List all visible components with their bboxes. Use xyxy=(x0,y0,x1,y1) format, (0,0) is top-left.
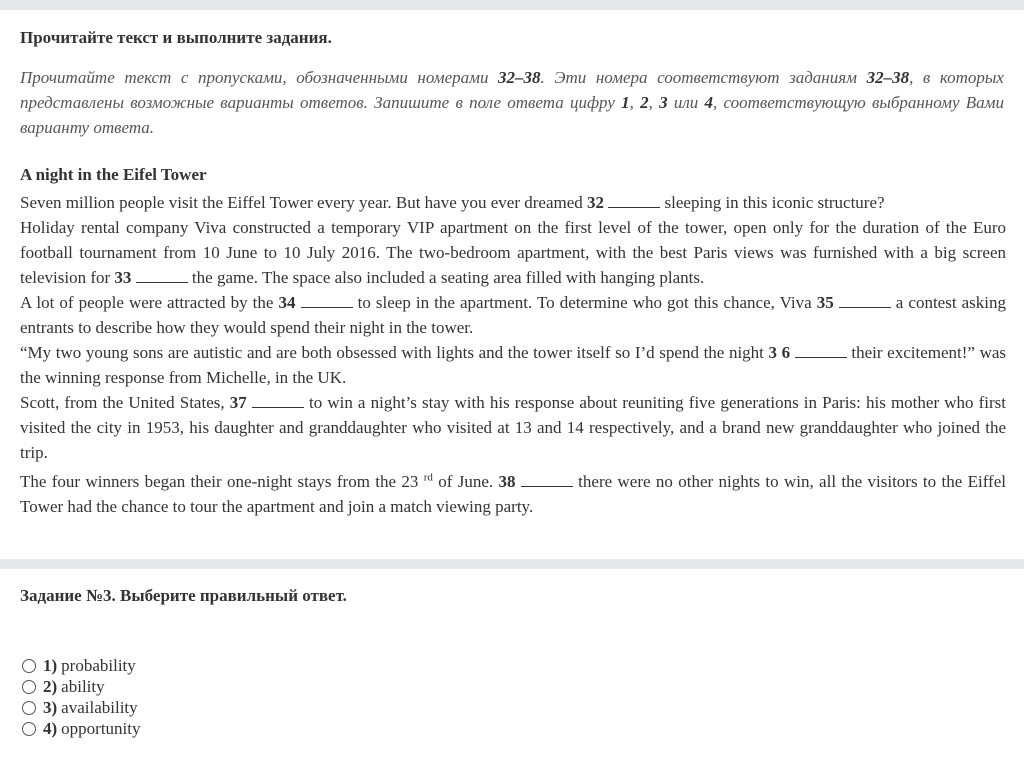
instructions-sep: , xyxy=(648,93,660,112)
instructions-digit: 3 xyxy=(659,93,668,112)
article-text: Holiday rental company Viva constructed a temporary VIP apartment on the first level of the tower, open only for the duration of the Euro football tournament from 10 June to 10 July 2016. The two-bedroom apartment, with the best Paris views was furnished with a big screen television for xyxy=(20,218,1006,287)
option-number: 4) xyxy=(43,718,58,738)
task-heading: Прочитайте текст и выполните задания. xyxy=(20,28,332,47)
option-label[interactable]: probability xyxy=(61,655,136,675)
option-label[interactable]: availability xyxy=(61,697,138,717)
gap-blank xyxy=(521,472,573,487)
option-number: 1) xyxy=(43,655,58,675)
gap-blank xyxy=(252,393,304,408)
radio-button-icon[interactable] xyxy=(22,722,36,736)
article-text: the game. The space also included a seating area filled with hanging plants. xyxy=(187,268,705,287)
gap-number-32: 32 xyxy=(587,193,605,212)
article-text: sleeping in this iconic structure? xyxy=(660,193,885,212)
article-text: a contest asking entrants to describe how they would spend their night in the tower. xyxy=(20,293,1006,337)
article-title: A night in the Eifel Tower xyxy=(20,165,207,184)
instructions-part: , соответствующую выбранному Вами варианту ответа. xyxy=(20,93,1005,137)
gap-number-37: 37 xyxy=(229,393,247,412)
instructions-digit: 1 xyxy=(621,93,630,112)
option-label[interactable]: opportunity xyxy=(61,718,141,738)
article-paragraph xyxy=(20,215,1006,290)
answer-option-1[interactable] xyxy=(22,655,141,676)
instructions-digit: 4 xyxy=(704,93,713,112)
article-paragraph xyxy=(20,190,1006,215)
answer-option-2[interactable] xyxy=(22,676,141,697)
option-label[interactable]: ability xyxy=(61,676,105,696)
gap-number-34: 34 xyxy=(278,293,296,312)
article-text: The four winners began their one-night stays from the 23 xyxy=(20,472,424,491)
article-text: to sleep in the apartment. To determine who got this chance, Viva xyxy=(352,293,817,312)
article-paragraph xyxy=(20,390,1006,465)
article-text: A lot of people were attracted by the xyxy=(20,293,279,312)
question-heading: Задание №3. Выберите правильный ответ. xyxy=(20,586,347,605)
gap-blank xyxy=(795,343,847,358)
instructions-part: . Эти номера соответствуют заданиям xyxy=(540,68,867,87)
answer-option-4[interactable] xyxy=(22,718,141,739)
radio-button-icon[interactable] xyxy=(22,659,36,673)
option-number: 3) xyxy=(43,697,58,717)
instructions-sep: , xyxy=(629,93,641,112)
article-paragraph xyxy=(20,340,1006,390)
gap-number-38: 38 xyxy=(498,472,516,491)
section-divider xyxy=(0,559,1024,569)
article-text: Scott, from the United States, xyxy=(20,393,230,412)
gap-number-33: 33 xyxy=(114,268,132,287)
gap-number-36: 3 6 xyxy=(768,343,791,362)
top-divider xyxy=(0,0,1024,10)
instructions-text xyxy=(20,65,1004,140)
article-text: of June. xyxy=(432,472,499,491)
instructions-part: Прочитайте текст с пропусками, обозначенными номерами xyxy=(20,68,499,87)
answer-options xyxy=(22,655,141,739)
instructions-range: 32–38 xyxy=(866,68,910,87)
article-paragraph xyxy=(20,469,1006,519)
article-text: their excitement!” was the winning response from Michelle, in the UK. xyxy=(20,343,1007,387)
gap-number-35: 35 xyxy=(816,293,834,312)
answer-option-3[interactable] xyxy=(22,697,141,718)
gap-blank xyxy=(301,293,353,308)
article-text: to win a night’s stay with his response about reuniting five generations in Paris: his mother who first visited the city in 1953, his daughter and granddaughter who visited at 13 and 14 respectively, and a brand new granddaughter who joined the trip. xyxy=(20,393,1006,462)
article-text: “My two young sons are autistic and are both obsessed with lights and the tower itself so I’d spend the night xyxy=(20,343,769,362)
radio-button-icon[interactable] xyxy=(22,701,36,715)
instructions-digit: 2 xyxy=(640,93,649,112)
article-paragraph xyxy=(20,290,1006,340)
option-number: 2) xyxy=(43,676,58,696)
gap-blank xyxy=(839,293,891,308)
article-text: Seven million people visit the Eiffel Tower every year. But have you ever dreamed xyxy=(20,193,588,212)
instructions-part: , в которых представлены возможные варианты ответов. Запишите в поле ответа цифру xyxy=(20,68,1004,112)
article-body xyxy=(20,190,1006,519)
gap-blank xyxy=(608,193,660,208)
article-text: there were no other nights to win, all the visitors to the Eiffel Tower had the chance to tour the apartment and join a match viewing party. xyxy=(20,472,1006,516)
instructions-sep: или xyxy=(667,93,705,112)
ordinal-suffix: rd xyxy=(423,471,433,484)
gap-blank xyxy=(136,268,188,283)
radio-button-icon[interactable] xyxy=(22,680,36,694)
instructions-range: 32–38 xyxy=(498,68,541,87)
